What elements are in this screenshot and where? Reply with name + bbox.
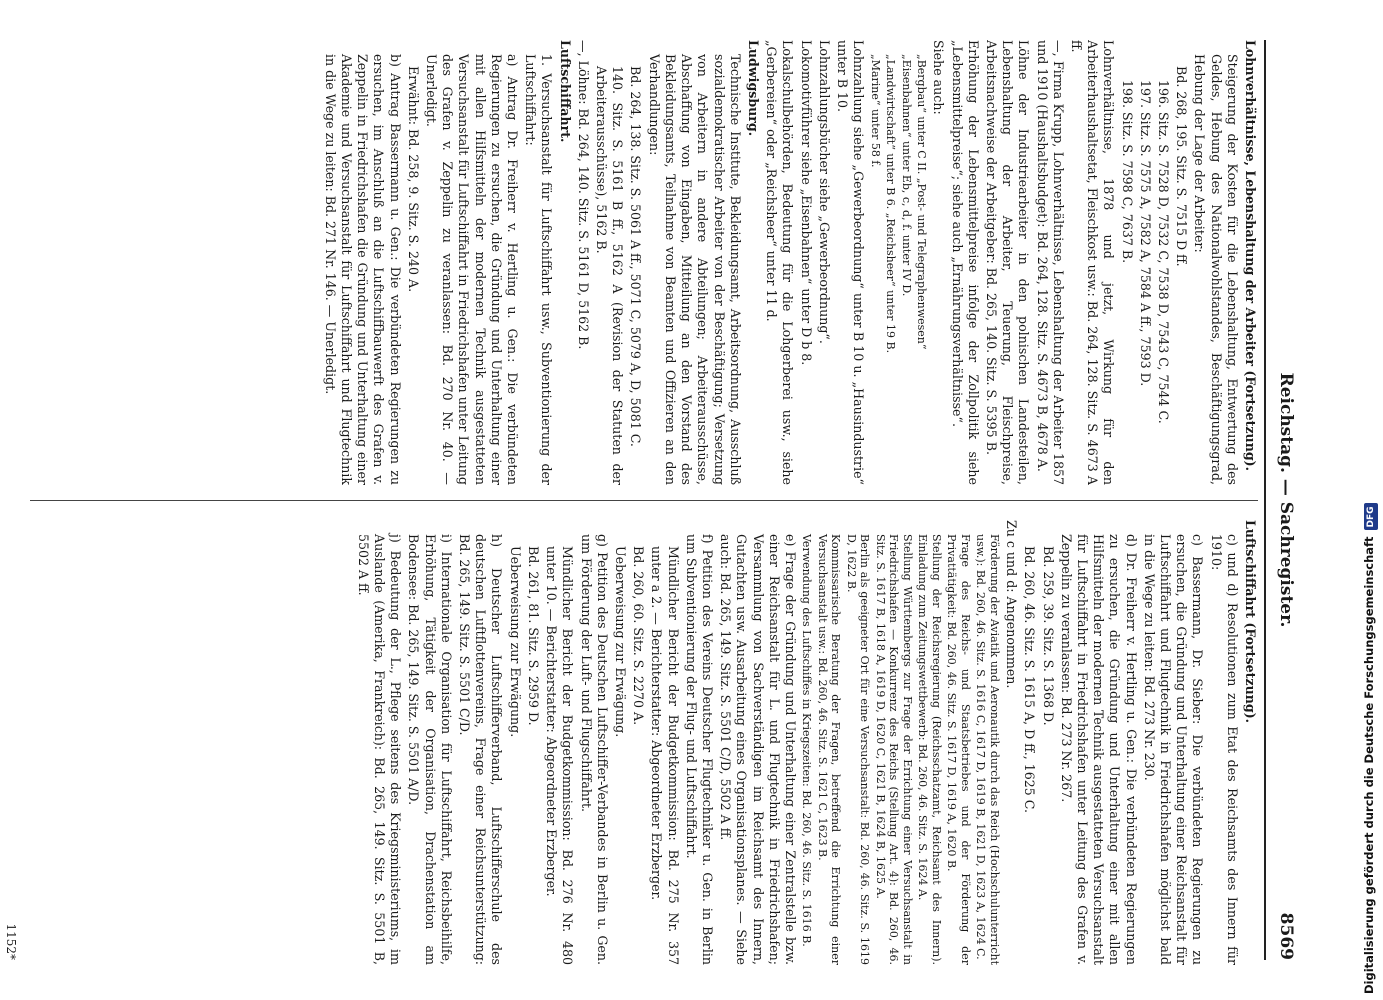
index-heading: Luftschiffahrt (Fortsetzung). (1243, 520, 1258, 724)
digitization-sidebar (1356, 0, 1383, 1000)
index-entry: Verwendung des Luftschiffes in Kriegszeiten: Bd. 260, 46. Sitz. S. 1616 B. (800, 534, 814, 947)
index-entry: Bd. 259, 39. Sitz. S. 1368 D. (1040, 546, 1056, 726)
index-entry: Ueberweisung zur Erwägung. (507, 546, 523, 738)
index-entry: Ueberweisung zur Erwägung. (612, 546, 628, 738)
index-entry: j) Bedeutung der L., Pflege seitens des Kriegsministeriums, im Auslande (Amerika, Frankreich): Bd. 265, 149. Sitz. S. 5501 B, 5502 A ff. (355, 534, 404, 965)
index-entry: 197. Sitz. S. 7575 A, 7582 A, 7584 A ff., 7593 D. (1137, 80, 1153, 387)
index-entry: f) Petition des Vereins Deutscher Flugtechniker u. Gen. in Berlin um Subventionierung der Flug- und Luftschiffahrt. (683, 534, 715, 965)
index-entry: Erhöhung der Lebensmittelpreise infolge der Zollpolitik siehe „Lebensmittelpreise“; siehe auch „Ernährungsverhältnisse“. (949, 40, 981, 485)
index-entry: Bd. 260, 46. Sitz. S. 1615 A, D ff., 1625 C. (1022, 546, 1038, 813)
index-entry: „Bergbau“ unter C II. „Post- und Telegraphenwesen“ (915, 54, 929, 350)
index-entry: c) und d) Resolutionen zum Etat des Reichsamts des Innern für 1910: (1208, 534, 1240, 965)
index-entry: Bd. 264, 138. Sitz. S. 5061 A ff., 5071 C, 5079 A, D, 5081 C. (628, 66, 644, 447)
index-entry: Stellung der Reichsregierung (Reichsschatzamt, Reichsamt des Innern). Einladung zum Zeitungswettbewerb: Bd. 260, 46. Sitz. S. 1624 A. (916, 534, 943, 965)
index-entry: Lohnzahlungsbücher siehe „Gewerbeordnung“. (816, 40, 832, 344)
index-entry: a) Antrag Dr. Freiherr v. Hertling u. Gen.: Die verbündeten Regierungen zu ersuchen, die Gründung und Unterhaltung einer mit allen Hilfsmitteln der modernen Technik ausgestatteten Versuchsanstalt für Luftschiffahrt in Friedrichshafen unter Leitung des Grafen v. Zeppelin zu veranlassen: Bd. 270 Nr. 40. — Unerledigt. (424, 54, 521, 485)
digitization-text: Digitalisierung gefördert durch die Deutsche Forschungsgemeinschaft (1362, 536, 1376, 994)
right-column (10, 520, 1258, 965)
index-entry: Technische Institute, Bekleidungsamt, Arbeitsordnung, Ausschluß sozialdemokratischer Arbeiter von der Beschäftigung; Versetzung von Arbeitern in andere Abteilungen; Arbeiterausschüsse, Abschaffung von Eingaben, Mitteilung an den Vorstand des Bekleidungsamts, Teilnahme von Beamten und Offizieren an den Verhandlungen: (646, 54, 743, 485)
index-entry: Frage des Reichs- und Staatsbetriebes und der Förderung der Privattätigkeit: Bd. 260, 46. Sitz. S. 1617 D, 1619 A, 1620 B. (945, 534, 972, 965)
index-entry: Bd. 261, 81. Sitz. S. 2959 D. (525, 546, 541, 726)
digitization-note (1356, 0, 1383, 1000)
index-entry: Erwähnt: Bd. 258, 9. Sitz. S. 240 A. (405, 66, 421, 293)
index-entry: Stellung Württembergs zur Frage der Errichtung einer Versuchsanstalt in Friedrichshafen — Konkurrenz des Reichs (Stellung Art. 4): Bd. 260, 46. Sitz. S. 1617 B, 1618 A, 1619 D, 1620 C, 1621 B, 1624 B, 1625 A. (873, 534, 914, 965)
index-entry: Bd. 260, 60. Sitz. S. 2270 A. (631, 546, 647, 726)
index-entry: „Eisenbahnen“ unter Eb, c, d, f. unter IV D. (899, 54, 913, 297)
page-number: 8569 (1276, 912, 1296, 960)
header-rule (1264, 40, 1266, 960)
index-entry: i) Internationale Organisation für Luftschiffahrt, Reichsbeihilfe, Erhöhung, Tätigkeit der Organisation, Drachenstation am Bodensee: Bd. 265, 149. Sitz. S. 5501 A/D. (406, 534, 454, 965)
index-entry: 198. Sitz. S. 7598 C, 7637 B. (1119, 80, 1135, 264)
index-entry: Lokalschulbehörden, Bedeutung für die Lohgerberei usw., siehe „Gerbereien“ oder „Reichsheer“ unter 11 d. (764, 40, 796, 485)
index-entry: g) Petition des Deutschen Luftschiffer-Verbandes in Berlin u. Gen. um Förderung der Luft- und Flugschiffahrt. (578, 534, 610, 965)
index-heading: Luftschiffahrt. (557, 40, 573, 143)
printer-signature: 1152* (4, 923, 18, 960)
index-entry: Bd. 268, 195. Sitz. S. 7515 D ff. (1174, 66, 1190, 267)
index-entry: —, Löhne: Bd. 264, 140. Sitz. S. 5161 D, 5162 B. (575, 40, 591, 350)
index-entry: „Landwirtschaft“ unter B 6. „Reichsheer“ unter 19 B. (884, 54, 898, 354)
index-entry: Mündlicher Bericht der Budgetkommission: Bd. 276 Nr. 480 unter 10. — Berichterstatter: Abgeordneter Erzberger. (544, 546, 576, 965)
index-entry: Zu c und d: Angenommen. (1004, 520, 1020, 689)
index-entry: Berlin als geeigneter Ort für eine Versuchsanstalt: Bd. 260, 46. Sitz. S. 1619 D, 1622 B. (844, 534, 872, 965)
index-entry: „Marine“ unter 58 f. (868, 54, 882, 168)
index-entry: b) Antrag Bassermann u. Gen.: Die verbündeten Regierungen zu ersuchen, im Anschluß an die Luftschiffbauwerft des Grafen v. Zeppelin in Friedrichshafen die Gründung und Unterhaltung einer Akademie und Versuchsanstalt für Luftschiffahrt und Flugtechnik in die Wege zu leiten: Bd. 271 Nr. 146. — Unerledigt. (322, 54, 403, 485)
index-entry: Lohnverhältnisse, 1878 und jetzt, Wirkung für den Arbeiterhaushaltsetat, Fleischkost usw.: Bd. 264, 128. Sitz. S. 4673 A ff. (1068, 40, 1117, 485)
index-entry: Steigerung der Kosten für die Lebenshaltung, Entwertung des Geldes, Hebung des Nationalwohlstandes, Beschäftigungsgrad, Hebung der Lage der Arbeiter: (1192, 54, 1240, 485)
index-entry: Löhne der Industriearbeiter in den polnischen Landesteilen, Lebenshaltung der Arbeiter, Teuerung, Fleischpreise, Arbeitsnachweise der Arbeitgeber: Bd. 265, 140. Sitz. S. 5395 B. (983, 40, 1032, 485)
index-heading: Ludwigsburg. (745, 40, 761, 137)
index-entry: 140. Sitz. S. 5161 B ff., 5162 A (Revision der Statuten der Arbeiterausschüsse), 5162 B. (594, 66, 626, 485)
index-entry: c) Bassermann, Dr. Sieber: Die verbündeten Regierungen zu ersuchen, die Gründung und Unterhaltung einer Reichsanstalt für Luftschiffahrt und Flugtechnik in Friedrichshafen möglichst bald in die Wege zu leiten: Bd. 273 Nr. 230. (1141, 534, 1206, 965)
index-entry: h) Deutscher Luftschifferverband, Luftschifferschule des deutschen Luftflottenvereins, Frage einer Reichsunterstützung: Bd. 265, 149. Sitz. S. 5501 C/D. (457, 534, 505, 965)
running-header (1270, 40, 1296, 960)
index-entry: e) Frage der Gründung und Unterhaltung einer Zentralstelle bzw. einer Reichsanstalt für L. und Flugtechnik in Friedrichshafen; Versammlung von Sachverständigen im Reichsamt des Innern, Gutachten usw. Ausarbeitung eines Organisationsplanes. — Siehe auch: Bd. 265, 149. Sitz. S. 5501 C/D, 5502 A ff. (718, 534, 798, 965)
index-entry: 196. Sitz. S. 7528 D, 7532 C, 7538 D, 7543 C, 7544 C. (1155, 80, 1171, 424)
index-entry: —, Firma Krupp, Lohnverhältnisse, Lebenshaltung der Arbeiter 1857 und 1910 (Haushaltsbudget): Bd. 264, 128. Sitz. S. 4673 B, 4678 A. (1034, 40, 1066, 485)
index-entry: 1. Versuchsanstalt für Luftschiffahrt usw., Subventionierung der Luftschiffahrt: (523, 54, 555, 485)
index-entry: Lohnzahlung siehe „Gewerbeordnung“ unter B 10 u. „Hausindustrie“ unter B 10. (834, 40, 867, 485)
index-entry: d) Dr. Freiherr v. Hertling u. Gen.: Die verbündeten Regierungen zu ersuchen, die Gründung und Unterhaltung einer mit allen Hilfsmitteln der modernen Technik ausgestatteten Versuchsanstalt für Luftschiffahrt in Friedrichshafen unter Leitung des Grafen v. Zeppelin zu veranlassen: Bd. 273 Nr. 267. (1058, 534, 1139, 965)
index-entry: Siehe auch: (931, 40, 947, 115)
index-entry: Lokomotivführer siehe „Eisenbahnen“ unter D b 8. (798, 40, 814, 366)
left-column (10, 40, 1258, 485)
column-divider (30, 500, 1258, 501)
index-entry: Förderung der Aviatik und Aeronautik durch das Reich (Hochschulunterricht usw.): Bd. 260, 46. Sitz. S. 1616 C, 1617 D, 1619 B, 1621 D, 1623 A, 1624 C. (974, 534, 1001, 965)
index-entry: Mündlicher Bericht der Budgetkommission: Bd. 275 Nr. 357 unter a 2. — Berichterstatter: Abgeordneter Erzberger. (649, 546, 681, 965)
index-entry: Kommissarische Beratung der Fragen, betreffend die Errichtung einer Versuchsanstalt usw.: Bd. 260, 46. Sitz. S. 1621 C, 1623 B. (815, 534, 843, 965)
header-title: Reichstag. — Sachregister. (1276, 372, 1296, 628)
index-heading: Lohnverhältnisse, Lebenshaltung der Arbeiter (Fortsetzung). (1243, 40, 1258, 471)
dfg-logo: DFG (1364, 503, 1378, 530)
